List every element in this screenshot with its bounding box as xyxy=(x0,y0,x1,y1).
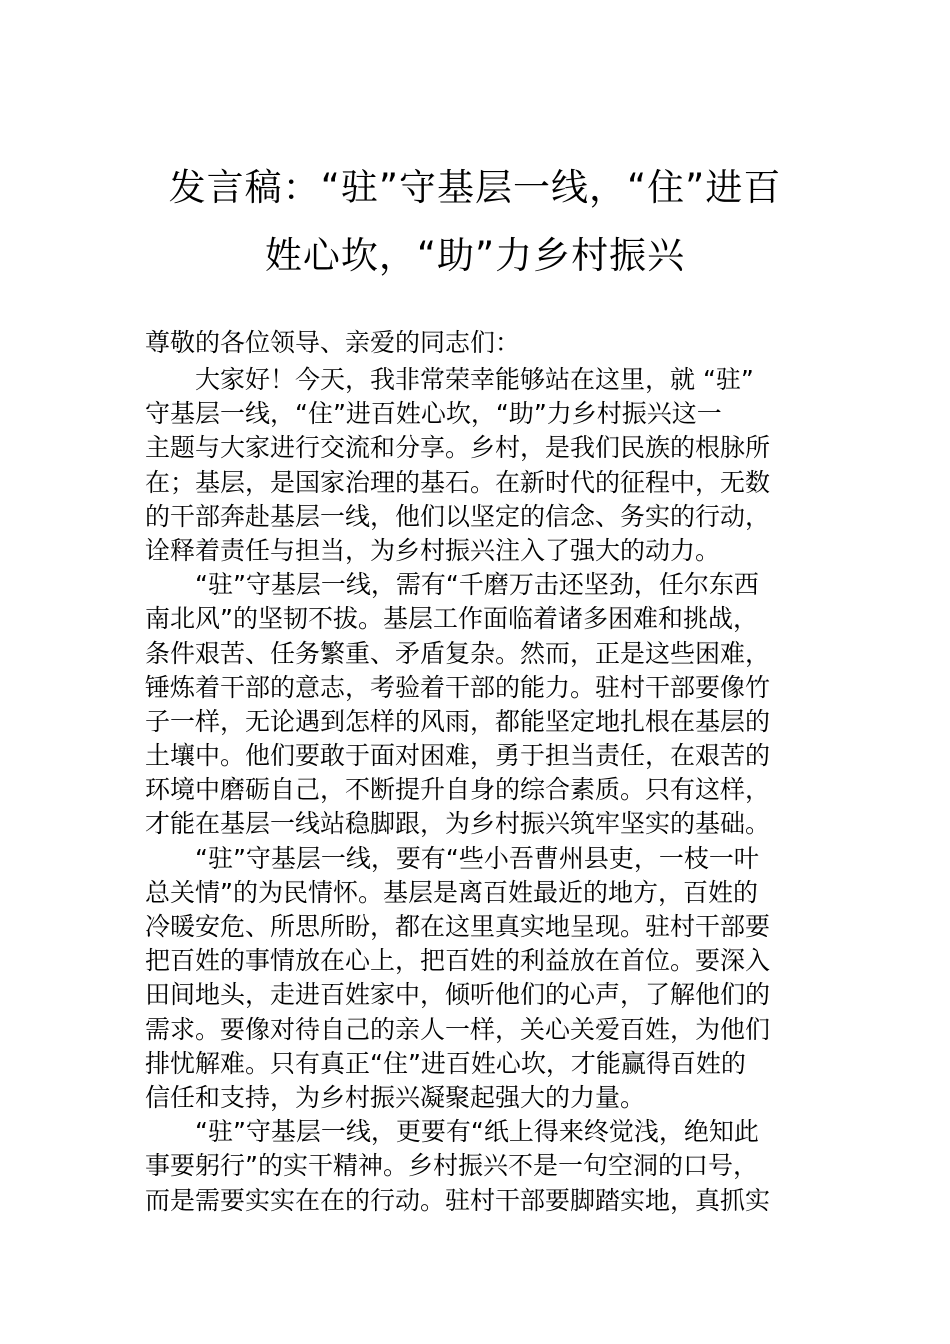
text-line: “驻”守基层一线，需有“千磨万击还坚劲，任尔东西 xyxy=(195,570,759,600)
text-line: 把百姓的事情放在心上，把百姓的利益放在首位。要深入 xyxy=(145,946,771,976)
text-line: 总关情”的为民情怀。基层是离百姓最近的地方，百姓的 xyxy=(145,877,758,907)
text-line: 土壤中。他们要敢于面对困难，勇于担当责任，在艰苦的 xyxy=(145,741,771,771)
document-title-line-2: 姓心坎，“助”力乡村振兴 xyxy=(264,234,686,277)
text-line: 子一样，无论遇到怎样的风雨，都能坚定地扎根在基层的 xyxy=(145,706,771,736)
text-line: 冷暖安危、所思所盼，都在这里真实地呈现。驻村干部要 xyxy=(145,912,771,941)
text-line: 而是需要实实在在的行动。驻村干部要脚踏实地，真抓实 xyxy=(145,1185,771,1215)
text-line: 大家好！今天，我非常荣幸能够站在这里，就 “驻” xyxy=(195,365,754,394)
salutation: 尊敬的各位领导、亲爱的同志们： xyxy=(145,328,521,357)
text-line: 在；基层，是国家治理的基石。在新时代的征程中，无数 xyxy=(145,467,771,497)
document-title-line-1: 发言稿：“驻”守基层一线，“住”进百 xyxy=(168,166,782,209)
text-line: 田间地头，走进百姓家中，倾听他们的心声，了解他们的 xyxy=(145,980,771,1010)
text-line: 的干部奔赴基层一线，他们以坚定的信念、务实的行动， xyxy=(145,501,771,531)
text-line: 主题与大家进行交流和分享。乡村，是我们民族的根脉所 xyxy=(145,433,771,463)
text-line: “驻”守基层一线，更要有“纸上得来终觉浅，绝知此 xyxy=(195,1117,759,1147)
text-line: 南北风”的坚韧不拔。基层工作面临着诸多困难和挑战， xyxy=(145,604,758,634)
text-line: 信任和支持，为乡村振兴凝聚起强大的力量。 xyxy=(145,1082,646,1112)
text-line: 诠释着责任与担当，为乡村振兴注入了强大的动力。 xyxy=(145,535,721,565)
text-line: 排忧解难。只有真正“住”进百姓心坎，才能赢得百姓的 xyxy=(145,1048,746,1078)
text-line: 事要躬行”的实干精神。乡村振兴不是一句空洞的口号， xyxy=(145,1151,758,1181)
text-line: 需求。要像对待自己的亲人一样，关心关爱百姓，为他们 xyxy=(145,1014,771,1044)
text-line: “驻”守基层一线，要有“些小吾曹州县吏，一枝一叶 xyxy=(195,843,759,873)
text-line: 锤炼着干部的意志，考验着干部的能力。驻村干部要像竹 xyxy=(145,672,771,702)
text-line: 守基层一线，“住”进百姓心坎，“助”力乡村振兴这一 xyxy=(145,399,722,429)
text-line: 才能在基层一线站稳脚跟，为乡村振兴筑牢坚实的基础。 xyxy=(145,809,771,839)
document-body xyxy=(145,363,825,1218)
text-line: 条件艰苦、任务繁重、矛盾复杂。然而，正是这些困难， xyxy=(145,638,771,668)
text-line: 环境中磨砺自己，不断提升自身的综合素质。只有这样， xyxy=(145,775,771,805)
